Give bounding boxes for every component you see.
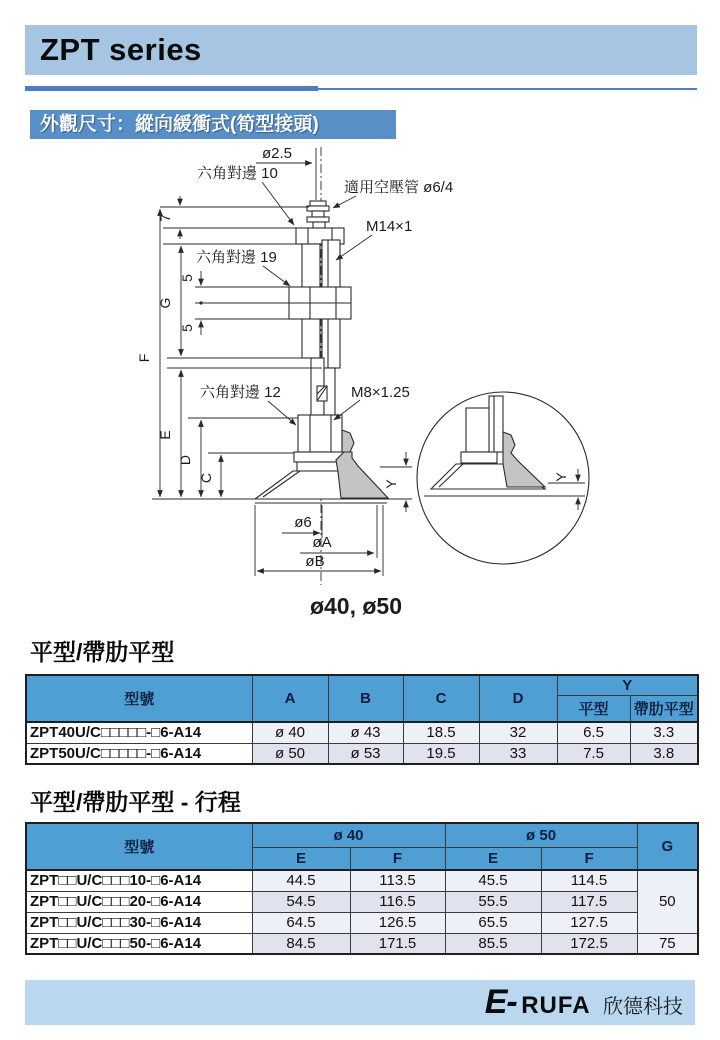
model-cell: ZPT40U/C□□□□□-□6-A14 — [26, 722, 252, 743]
value-cell: 44.5 — [252, 870, 350, 891]
value-cell: 65.5 — [445, 912, 541, 933]
value-cell: 114.5 — [541, 870, 637, 891]
col-dia40: ø 40 — [252, 823, 445, 848]
logo-e: E- — [484, 983, 517, 1021]
table-row — [26, 722, 698, 743]
logo-company-name: 欣德科技 — [603, 996, 683, 1018]
table-row — [26, 870, 698, 891]
value-cell: 45.5 — [445, 870, 541, 891]
dim-diaA: øA — [312, 534, 332, 551]
dim-E: E — [157, 430, 173, 440]
dim-C: C — [198, 472, 214, 484]
value-cell: 7.5 — [557, 743, 630, 764]
page-title: ZPT series — [40, 32, 202, 67]
value-cell: 55.5 — [445, 891, 541, 912]
col-E50: E — [445, 848, 541, 871]
value-cell: 126.5 — [350, 912, 445, 933]
value-cell: 64.5 — [252, 912, 350, 933]
col-E40: E — [252, 848, 350, 871]
col-model: 型號 — [26, 823, 252, 870]
col-Y-rib: 帶肋平型 — [630, 696, 698, 723]
dim-F: F — [136, 353, 152, 363]
model-cell: ZPT□□U/C□□□30-□6-A14 — [26, 912, 252, 933]
table-row — [26, 743, 698, 764]
table1-heading: 平型/帶肋平型 — [30, 639, 175, 665]
value-cell: 19.5 — [403, 743, 479, 764]
table-row — [26, 933, 698, 954]
value-cell: 3.3 — [630, 722, 698, 743]
dimensions-table — [25, 674, 699, 765]
value-cell: 33 — [479, 743, 557, 764]
value-cell: ø 53 — [328, 743, 403, 764]
logo-rufa: RUFA — [521, 992, 591, 1019]
value-cell: 113.5 — [350, 870, 445, 891]
dim-7: 7 — [157, 214, 173, 222]
value-cell: 6.5 — [557, 722, 630, 743]
value-cell: 32 — [479, 722, 557, 743]
value-cell: 117.5 — [541, 891, 637, 912]
value-cell: 127.5 — [541, 912, 637, 933]
col-Y-flat: 平型 — [557, 696, 630, 723]
col-F40: F — [350, 848, 445, 871]
value-cell: 171.5 — [350, 933, 445, 954]
model-cell: ZPT□□U/C□□□50-□6-A14 — [26, 933, 252, 954]
table-row — [26, 912, 698, 933]
label-hex10: 六角對邊 10 — [197, 165, 278, 182]
col-model: 型號 — [26, 675, 252, 722]
table2-heading: 平型/帶肋平型 - 行程 — [30, 789, 241, 815]
pad-body — [255, 201, 385, 499]
dim-Y-detail: Y — [553, 472, 569, 482]
value-cell: 172.5 — [541, 933, 637, 954]
g-merged-cell: 50 — [637, 870, 698, 933]
header-rule-thick — [25, 86, 318, 91]
extension-lines — [152, 148, 412, 576]
value-cell: ø 43 — [328, 722, 403, 743]
g-cell: 75 — [637, 933, 698, 954]
value-cell: ø 40 — [252, 722, 328, 743]
label-m14: M14×1 — [366, 218, 413, 235]
technical-drawing — [0, 143, 720, 625]
col-F50: F — [541, 848, 637, 871]
col-Y: Y — [557, 675, 698, 696]
model-cell: ZPT□□U/C□□□20-□6-A14 — [26, 891, 252, 912]
table-row — [26, 891, 698, 912]
value-cell: 54.5 — [252, 891, 350, 912]
stroke-table — [25, 822, 699, 955]
company-logo — [485, 980, 683, 1025]
dim-G: G — [157, 297, 173, 309]
size-caption: ø40, ø50 — [309, 593, 403, 619]
value-cell: 116.5 — [350, 891, 445, 912]
col-C: C — [403, 675, 479, 722]
col-dia50: ø 50 — [445, 823, 637, 848]
label-hex19: 六角對邊 19 — [196, 249, 277, 266]
col-A: A — [252, 675, 328, 722]
col-B: B — [328, 675, 403, 722]
dim-5a: 5 — [179, 274, 195, 282]
buffer-cross-section — [336, 430, 388, 498]
section-title: 外觀尺寸：縱向緩衝式(筍型接頭) — [40, 114, 319, 135]
value-cell: 18.5 — [403, 722, 479, 743]
dim-D: D — [177, 454, 193, 466]
series-banner — [25, 25, 697, 75]
dim-5b: 5 — [179, 324, 195, 332]
label-m8: M8×1.25 — [351, 384, 410, 401]
label-tube: 適用空壓管 ø6/4 — [344, 179, 454, 196]
dim-Y: Y — [383, 479, 399, 489]
dim-diaB: øB — [305, 553, 325, 570]
value-cell: 84.5 — [252, 933, 350, 954]
col-D: D — [479, 675, 557, 722]
label-dia25: ø2.5 — [262, 145, 293, 162]
dim-dia6: ø6 — [294, 514, 312, 531]
model-cell: ZPT□□U/C□□□10-□6-A14 — [26, 870, 252, 891]
label-hex12: 六角對邊 12 — [200, 384, 281, 401]
value-cell: 3.8 — [630, 743, 698, 764]
value-cell: 85.5 — [445, 933, 541, 954]
footer-bar — [25, 980, 695, 1025]
value-cell: ø 50 — [252, 743, 328, 764]
model-cell: ZPT50U/C□□□□□-□6-A14 — [26, 743, 252, 764]
col-G: G — [637, 823, 698, 870]
section-title-bar — [30, 110, 396, 139]
